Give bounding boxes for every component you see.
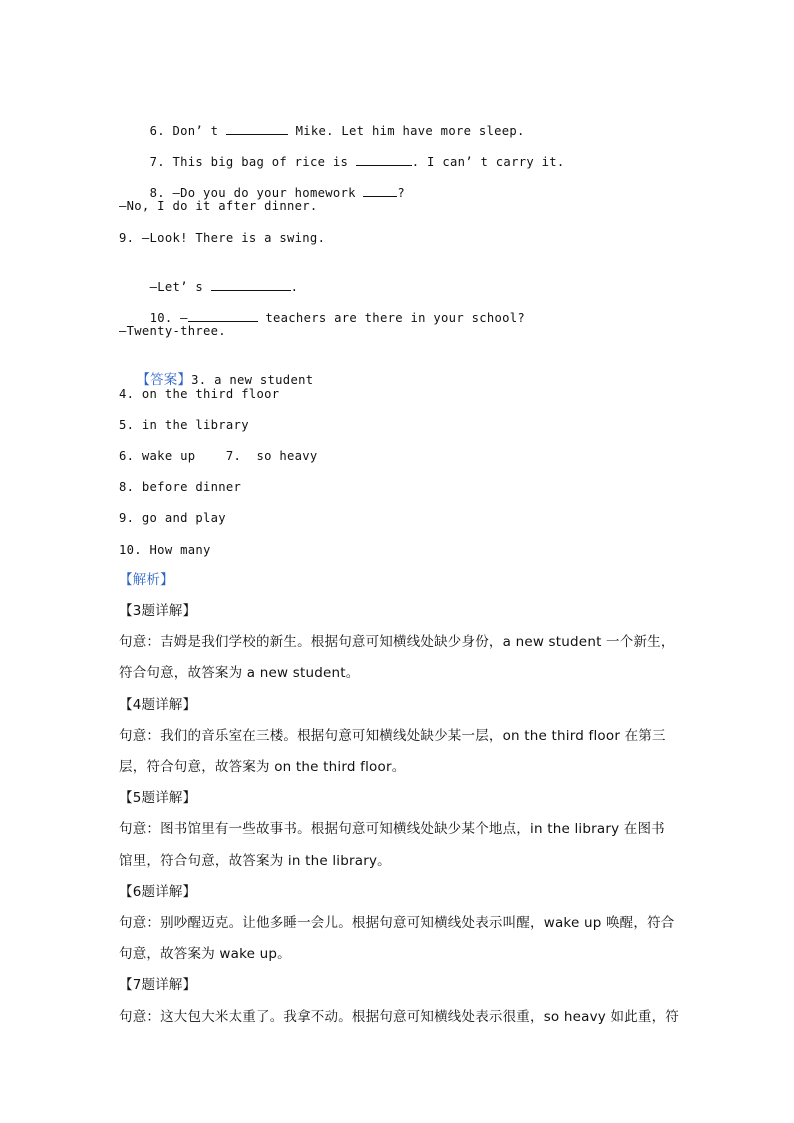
question-9-blank <box>211 278 291 291</box>
question-9-reply-after: . <box>290 280 299 294</box>
answer-item: 6. wake up 7. so heavy <box>119 449 318 463</box>
question-8-reply: —No, I do it after dinner. <box>119 199 318 213</box>
analysis-text-line: 层，符合句意，故答案为 on the third floor。 <box>119 759 406 775</box>
question-9: 9. —Look! There is a swing. <box>119 231 326 245</box>
analysis-text-line: 馆里，符合句意，故答案为 in the library。 <box>119 853 391 869</box>
analysis-label: 【解析】 <box>119 572 174 588</box>
answer-item: 4. on the third floor <box>119 387 280 401</box>
analysis-text-line: 句意：别吵醒迈克。让他多睡一会儿。根据句意可知横线处表示叫醒，wake up 唤醒，符合 <box>119 915 675 931</box>
analysis-heading: 【7题详解】 <box>119 977 197 993</box>
question-10-text-after: teachers are there in your school? <box>257 311 526 325</box>
question-10-text-before: 10. — <box>149 311 188 325</box>
question-7-text-before: 7. This big bag of rice is <box>149 155 356 169</box>
question-7-blank <box>356 153 412 166</box>
analysis-heading: 【5题详解】 <box>119 790 197 806</box>
answer-item: 9. go and play <box>119 511 226 525</box>
analysis-text-line: 符合句意，故答案为 a new student。 <box>119 665 360 681</box>
answer-item: 8. before dinner <box>119 480 242 494</box>
question-6-text-before: 6. Don’ t <box>149 124 226 138</box>
analysis-heading: 【3题详解】 <box>119 603 197 619</box>
answer-item: 10. How many <box>119 543 211 557</box>
analysis-heading: 【4题详解】 <box>119 697 197 713</box>
analysis-heading: 【6题详解】 <box>119 884 197 900</box>
question-8-text-after: ? <box>397 186 406 200</box>
answer-label: 【答案】 <box>136 372 192 388</box>
question-6-blank <box>226 122 288 135</box>
analysis-text-line: 句意：我们的音乐室在三楼。根据句意可知横线处缺少某一层，on the third floor 在第三 <box>119 728 666 744</box>
question-10-blank <box>188 309 258 322</box>
analysis-text-line: 句意：这大包大米太重了。我拿不动。根据句意可知横线处表示很重，so heavy 如此重，符 <box>119 1009 679 1025</box>
question-8-text-before: 8. —Do you do your homework <box>149 186 364 200</box>
question-6-text-after: Mike. Let him have more sleep. <box>287 124 525 138</box>
answer-item: 5. in the library <box>119 418 249 432</box>
question-9-reply-before: —Let’ s <box>149 280 211 294</box>
question-8-blank <box>363 184 397 197</box>
analysis-text-line: 句意，故答案为 wake up。 <box>119 946 291 962</box>
question-7-text-after: . I can’ t carry it. <box>411 155 565 169</box>
analysis-text-line: 句意：图书馆里有一些故事书。根据句意可知横线处缺少某个地点，in the library 在图书 <box>119 821 665 837</box>
question-10-reply: —Twenty-three. <box>119 324 226 338</box>
analysis-text-line: 句意：吉姆是我们学校的新生。根据句意可知横线处缺少身份，a new student 一个新生， <box>119 634 675 650</box>
answer-item: 3. a new student <box>191 373 314 387</box>
